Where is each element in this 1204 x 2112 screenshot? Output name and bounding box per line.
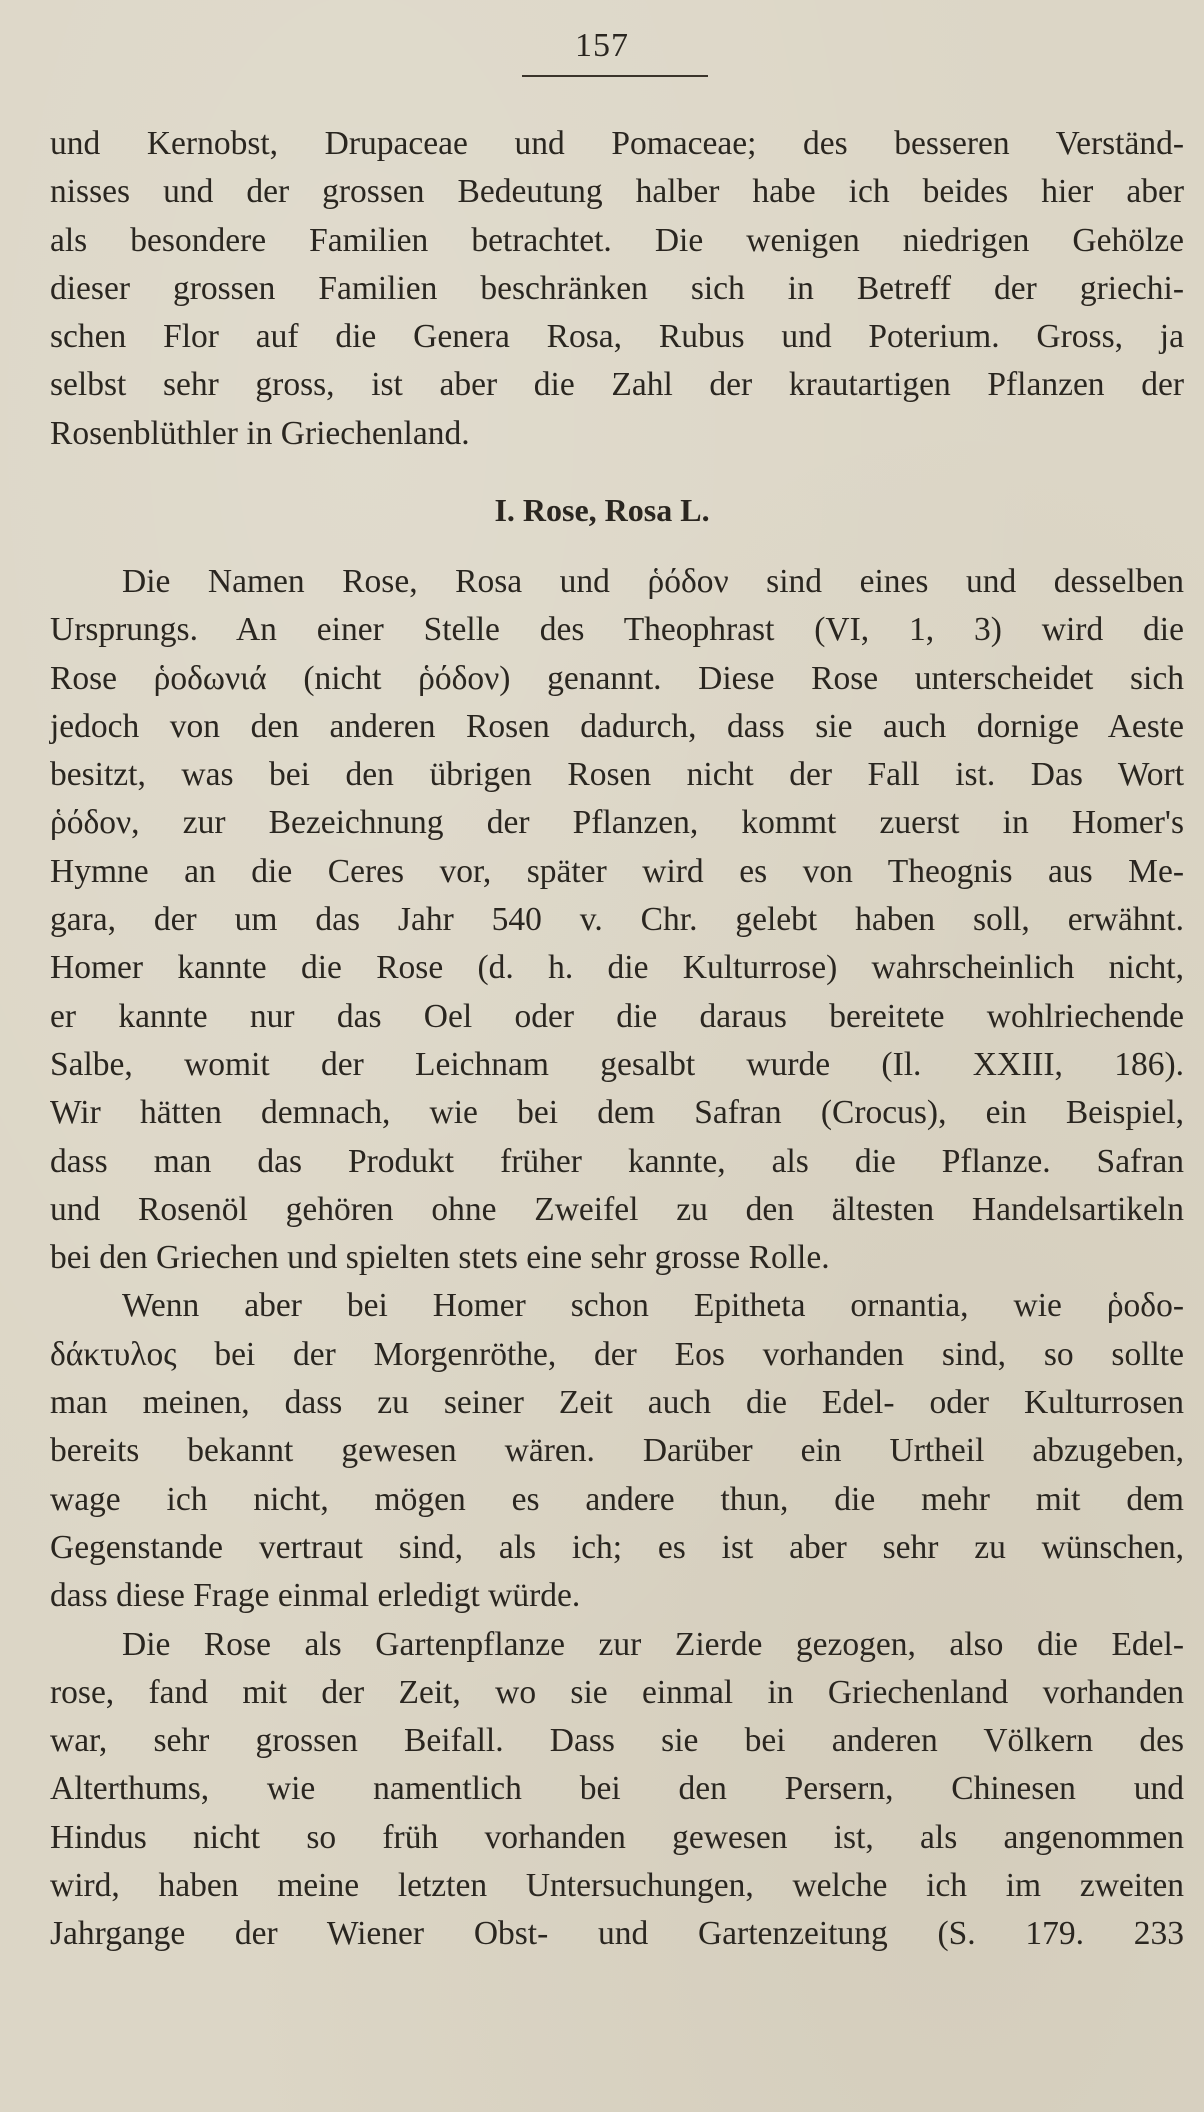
text-line: wage ich nicht, mögen es andere thun, die mehr mit dem <box>50 1480 1184 1518</box>
text-line: war, sehr grossen Beifall. Dass sie bei anderen Völkern des <box>50 1722 1184 1760</box>
rose-section-body <box>50 558 1184 1959</box>
paragraph-first-line: Die Rose als Gartenpflanze zur Zierde gezogen, also die Edel- <box>122 1625 1184 1663</box>
text-line: Salbe, womit der Leichnam gesalbt wurde (Il. XXIII, 186). <box>50 1045 1184 1083</box>
text-line: und Rosenöl gehören ohne Zweifel zu den ältesten Handelsartikeln <box>50 1190 1184 1228</box>
text-line: gara, der um das Jahr 540 v. Chr. gelebt haben soll, erwähnt. <box>50 901 1184 939</box>
section-heading: I. Rose, Rosa L. <box>494 492 710 528</box>
text-line: dass man das Produkt früher kannte, als die Pflanze. Safran <box>50 1142 1184 1180</box>
text-line: nisses und der grossen Bedeutung halber habe ich beides hier aber <box>50 173 1184 211</box>
text-line: ῥόδον, zur Bezeichnung der Pflanzen, kommt zuerst in Homer's <box>50 804 1184 842</box>
text-line: und Kernobst, Drupaceae und Pomaceae; des besseren Verständ- <box>50 125 1184 162</box>
text-line: rose, fand mit der Zeit, wo sie einmal in Griechenland vorhanden <box>50 1673 1184 1711</box>
text-line: dass diese Frage einmal erledigt würde. <box>50 1577 581 1615</box>
intro-paragraph <box>50 120 1184 458</box>
text-line: bei den Griechen und spielten stets eine sehr grosse Rolle. <box>50 1239 830 1277</box>
text-line: Rose ῥοδωνιά (nicht ῥόδον) genannt. Diese Rose unterscheidet sich <box>50 659 1184 697</box>
paragraph-first-line: Wenn aber bei Homer schon Epitheta ornantia, wie ῥοδο- <box>122 1287 1184 1325</box>
text-line: Hymne an die Ceres vor, später wird es von Theognis aus Me- <box>50 852 1184 890</box>
text-line: selbst sehr gross, ist aber die Zahl der krautartigen Pflanzen der <box>50 366 1184 404</box>
page-number-rule <box>522 75 708 77</box>
text-line: Gegenstande vertraut sind, als ich; es ist aber sehr zu wünschen, <box>50 1528 1184 1566</box>
text-line: man meinen, dass zu seiner Zeit auch die Edel- oder Kulturrosen <box>50 1384 1184 1422</box>
text-line: schen Flor auf die Genera Rosa, Rubus und Poterium. Gross, ja <box>50 318 1184 356</box>
text-line: wird, haben meine letzten Untersuchungen, welche ich im zweiten <box>50 1867 1184 1905</box>
text-line: jedoch von den anderen Rosen dadurch, dass sie auch dornige Aeste <box>50 707 1184 745</box>
paragraph-first-line: Die Namen Rose, Rosa und ῥόδον sind eines und desselben <box>122 563 1184 600</box>
text-line: Jahrgange der Wiener Obst- und Gartenzeitung (S. 179. 233 <box>50 1915 1184 1953</box>
text-line: Wir hätten demnach, wie bei dem Safran (Crocus), ein Beispiel, <box>50 1094 1184 1132</box>
text-line: Rosenblüthler in Griechenland. <box>50 414 470 452</box>
text-line: Ursprungs. An einer Stelle des Theophrast (VI, 1, 3) wird die <box>50 611 1184 649</box>
text-line: bereits bekannt gewesen wären. Darüber ein Urtheil abzugeben, <box>50 1432 1184 1470</box>
text-line: als besondere Familien betrachtet. Die wenigen niedrigen Gehölze <box>50 221 1184 259</box>
text-line: besitzt, was bei den übrigen Rosen nicht der Fall ist. Das Wort <box>50 756 1184 794</box>
text-line: Alterthums, wie namentlich bei den Persern, Chinesen und <box>50 1770 1184 1808</box>
text-line: Homer kannte die Rose (d. h. die Kulturrose) wahrscheinlich nicht, <box>50 949 1184 987</box>
text-line: δάκτυλος bei der Morgenröthe, der Eos vorhanden sind, so sollte <box>50 1335 1184 1373</box>
text-line: er kannte nur das Oel oder die daraus bereitete wohlriechende <box>50 997 1184 1035</box>
page-number: 157 <box>575 27 629 64</box>
text-line: Hindus nicht so früh vorhanden gewesen ist, als angenommen <box>50 1818 1184 1856</box>
text-line: dieser grossen Familien beschränken sich in Betreff der griechi- <box>50 269 1184 307</box>
